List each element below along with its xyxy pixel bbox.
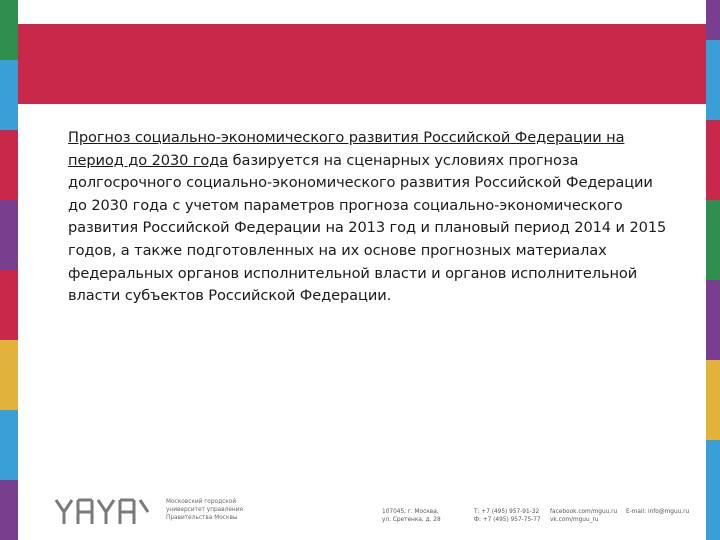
left-stripe-8 (0, 480, 18, 540)
right-stripe-3 (706, 120, 720, 200)
body-lead-underlined: Прогноз социально-экономического развития Российской Федерации на период до 2030 года (68, 129, 625, 169)
right-stripe-1 (706, 0, 720, 40)
footer-facebook-link[interactable]: facebook.com/mguu.ru (550, 509, 618, 515)
left-stripe-4 (0, 200, 18, 270)
left-stripe-6 (0, 340, 18, 410)
left-stripe-5 (0, 270, 18, 340)
footer-phone: Т: +7 (495) 957-91-32 (474, 509, 540, 515)
footer-address (382, 508, 462, 524)
footer-vk-link[interactable]: vk.com/mguu_ru (550, 517, 599, 523)
footer-social (550, 508, 630, 524)
right-stripe-2 (706, 40, 720, 120)
right-stripe-5 (706, 280, 720, 360)
footer-org-line1: Московский городской (166, 499, 237, 505)
footer-address-line2: ул. Сретенка, д. 28 (382, 517, 441, 523)
slide (18, 0, 706, 540)
footer-address-line1: 107045, г. Москва, (382, 509, 439, 515)
header-band (18, 24, 706, 104)
footer-fax: Ф: +7 (495) 957-75-77 (474, 517, 541, 523)
left-stripe-1 (0, 0, 18, 60)
footer-email (626, 508, 706, 516)
body-rest: базируется на сценарных условиях прогноза долгосрочного социально-экономического развития Российской Федерации до 2030 года с учетом параметров прогноза социально-экономического развития Российской Федерации на 2013 год и плановый период 2014 и 2015 годов, а также подготовленных на их основе прогнозных материалах федеральных органов исполнительной власти и органов исполнительной власти субъектов Российской Федерации. (68, 151, 667, 305)
footer-org-line2: университет управления (166, 507, 243, 513)
left-stripe-2 (0, 60, 18, 130)
footer (54, 496, 704, 532)
left-stripe-3 (0, 130, 18, 200)
right-stripe-4 (706, 200, 720, 280)
left-stripe-7 (0, 410, 18, 480)
footer-org-line3: Правительства Москвы (166, 515, 238, 521)
footer-email-link[interactable]: E-mail: info@mguu.ru (626, 509, 690, 515)
body-paragraph (68, 127, 668, 308)
right-stripe-7 (706, 440, 720, 540)
footer-phones (474, 508, 544, 524)
footer-org (166, 498, 256, 522)
right-stripe-6 (706, 360, 720, 440)
university-logo-icon (54, 498, 150, 526)
